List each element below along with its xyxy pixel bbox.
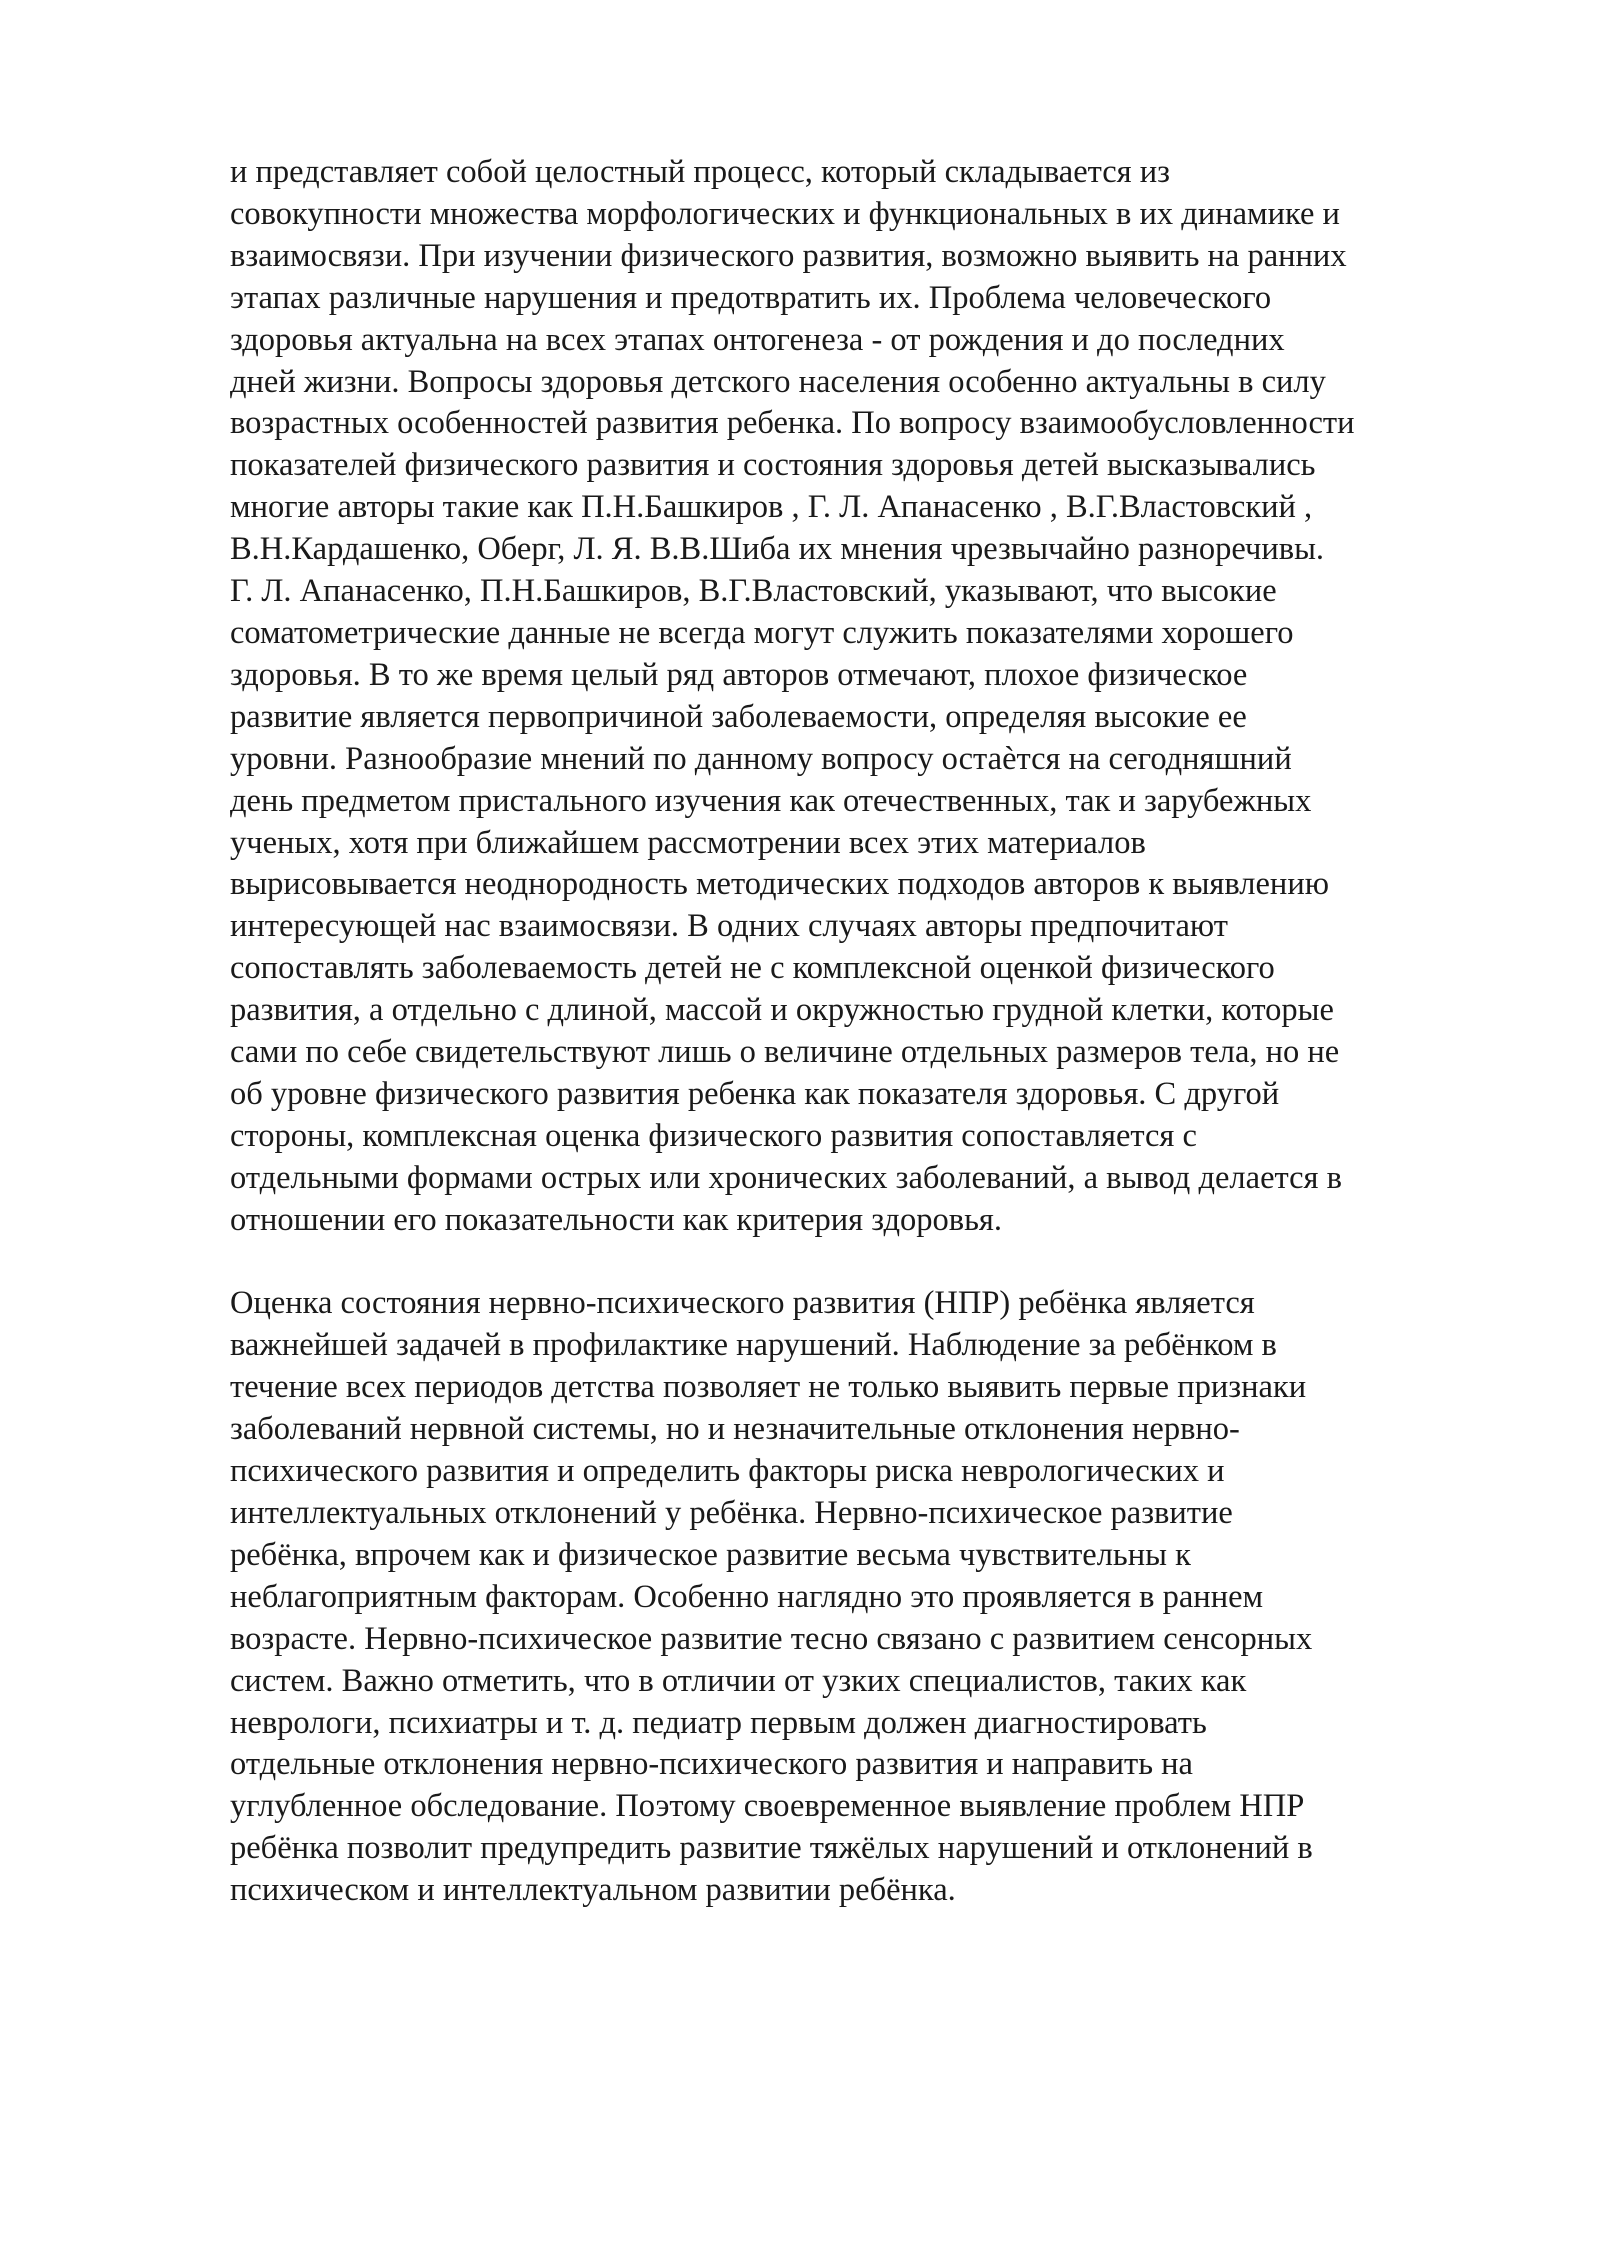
paragraph-spacer (230, 1242, 1505, 1284)
text-line: неврологи, психиатры и т. д. педиатр первым должен диагностировать (230, 1704, 1207, 1741)
text-line: ребёнка, впрочем как и физическое развитие весьма чувствительны к (230, 1536, 1191, 1573)
text-line: взаимосвязи. При изучении физического развития, возможно выявить на ранних (230, 237, 1347, 274)
text-line: здоровья актуальна на всех этапах онтогенеза - от рождения и до последних (230, 321, 1285, 358)
text-line: отдельными формами острых или хронических заболеваний, а вывод делается в (230, 1159, 1342, 1196)
text-line: совокупности множества морфологических и функциональных в их динамике и (230, 195, 1340, 232)
text-line: интересующей нас взаимосвязи. В одних случаях авторы предпочитают (230, 908, 1228, 945)
text-line: многие авторы такие как П.Н.Башкиров , Г. Л. Апанасенко , В.Г.Властовский , (230, 489, 1313, 526)
paragraph-neuro-development (230, 1283, 1505, 1912)
text-line: здоровья. В то же время целый ряд авторов отмечают, плохое физическое (230, 656, 1248, 693)
text-line: психического развития и определить факторы риска неврологических и (230, 1453, 1225, 1490)
text-line: стороны, комплексная оценка физического развития сопоставляется с (230, 1117, 1197, 1154)
text-line: сопоставлять заболеваемость детей не с комплексной оценкой физического (230, 950, 1275, 987)
text-line: систем. Важно отметить, что в отличии от узких специалистов, таких как (230, 1662, 1247, 1699)
text-line: показателей физического развития и состояния здоровья детей высказывались (230, 447, 1316, 484)
text-line: об уровне физического развития ребенка как показателя здоровья. С другой (230, 1075, 1280, 1112)
text-line: возрастных особенностей развития ребенка. По вопросу взаимообусловленности (230, 405, 1355, 442)
text-line: сами по себе свидетельствуют лишь о величине отдельных размеров тела, но не (230, 1034, 1340, 1071)
text-line: психическом и интеллектуальном развитии ребёнка. (230, 1872, 956, 1909)
text-line: соматометрические данные не всегда могут служить показателями хорошего (230, 614, 1294, 651)
text-line: развитие является первопричиной заболеваемости, определяя высокие ее (230, 698, 1247, 735)
text-line: интеллектуальных отклонений у ребёнка. Нервно-психическое развитие (230, 1494, 1233, 1531)
text-line: и представляет собой целостный процесс, который складывается из (230, 154, 1170, 190)
text-line: Оценка состояния нервно-психического развития (НПР) ребёнка является (230, 1285, 1255, 1322)
document-body (230, 152, 1505, 1912)
text-line: дней жизни. Вопросы здоровья детского населения особенно актуальны в силу (230, 363, 1326, 400)
text-line: отдельные отклонения нервно-психического развития и направить на (230, 1746, 1193, 1783)
text-line: день предметом пристального изучения как отечественных, так и зарубежных (230, 782, 1312, 819)
text-line: заболеваний нервной системы, но и незначительные отклонения нервно- (230, 1411, 1240, 1448)
text-line: ребёнка позволит предупредить развитие тяжёлых нарушений и отклонений в (230, 1830, 1313, 1867)
text-line: течение всех периодов детства позволяет не только выявить первые признаки (230, 1369, 1307, 1406)
text-line: этапах различные нарушения и предотвратить их. Проблема человеческого (230, 279, 1272, 316)
text-line: В.Н.Кардашенко, Оберг, Л. Я. В.В.Шиба их мнения чрезвычайно разноречивы. (230, 531, 1325, 568)
text-line: вырисовывается неоднородность методических подходов авторов к выявлению (230, 866, 1330, 903)
text-line: отношении его показательности как критерия здоровья. (230, 1201, 1002, 1238)
text-line: развития, а отдельно с длиной, массой и окружностью грудной клетки, которые (230, 992, 1334, 1029)
text-line: углубленное обследование. Поэтому своевременное выявление проблем НПР (230, 1788, 1305, 1825)
text-line: уровни. Разнообразие мнений по данному вопросу остаѐтся на сегодняшний (230, 740, 1292, 777)
paragraph-physical-development (230, 152, 1505, 1242)
text-line: возрасте. Нервно-психическое развитие тесно связано с развитием сенсорных (230, 1620, 1313, 1657)
text-line: неблагоприятным факторам. Особенно наглядно это проявляется в раннем (230, 1578, 1264, 1615)
text-line: ученых, хотя при ближайшем рассмотрении всех этих материалов (230, 824, 1146, 861)
text-line: Г. Л. Апанасенко, П.Н.Башкиров, В.Г.Властовский, указывают, что высокие (230, 573, 1277, 610)
text-line: важнейшей задачей в профилактике нарушений. Наблюдение за ребёнком в (230, 1327, 1277, 1364)
